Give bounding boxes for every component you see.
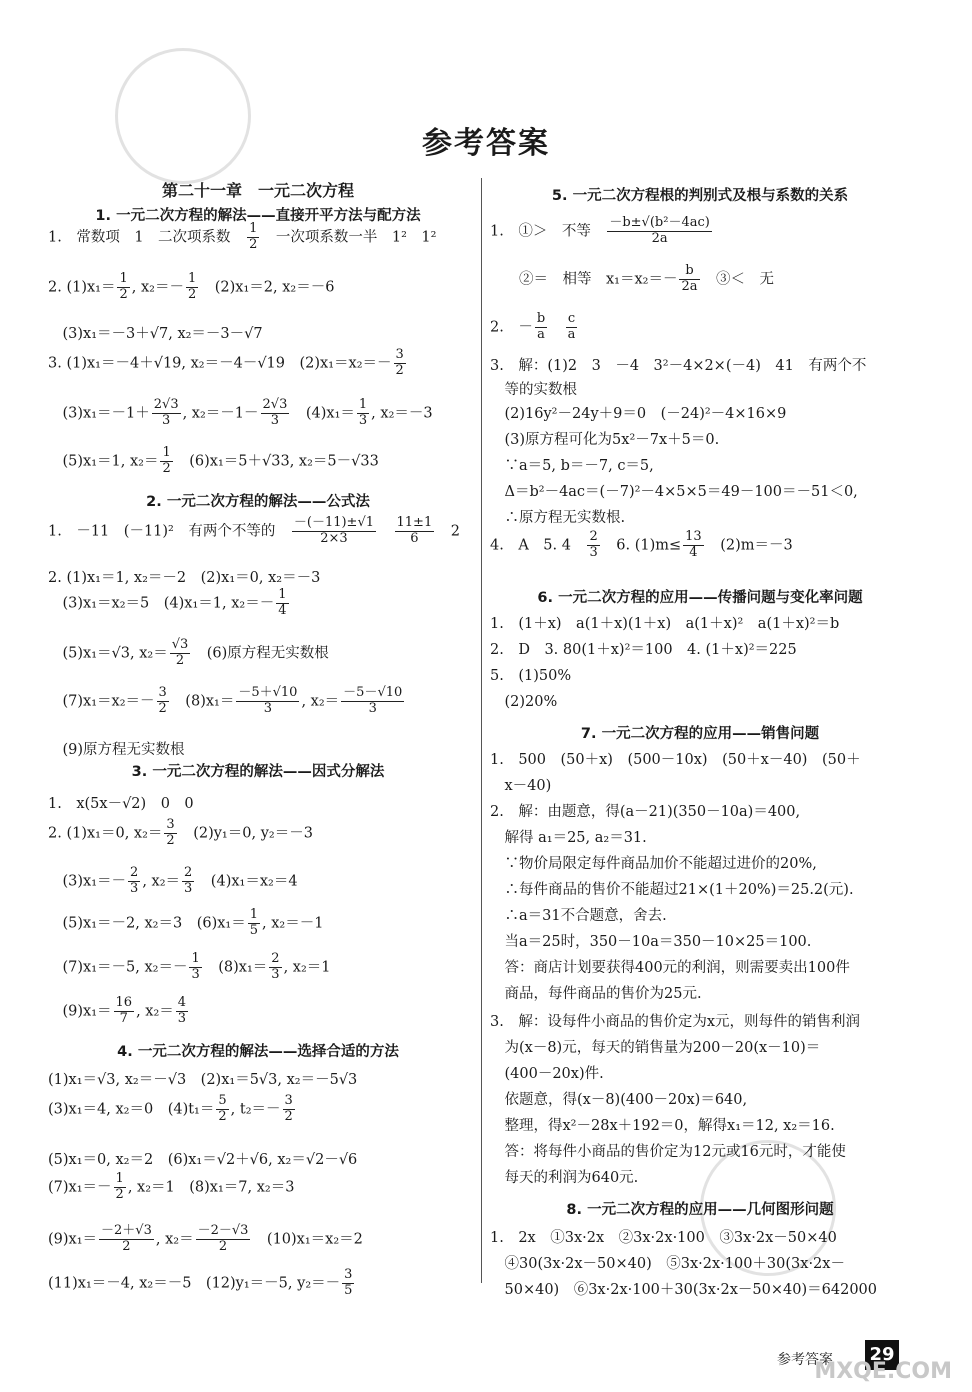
answer-text: (1)x₁＝√3, x₂＝－√3 (2)x₁＝5√3, x₂＝－5√3 — [48, 1072, 358, 1088]
answer-text: ②＝ 相等 x₁＝x₂＝－ — [490, 271, 678, 288]
answer-text: (8)x₁＝ — [170, 693, 235, 710]
answer-line — [490, 264, 910, 295]
fraction-denominator: 3 — [191, 966, 200, 982]
answer-text: (5)x₁＝0, x₂＝2 (6)x₁＝√2＋√6, x₂＝√2－√6 — [48, 1152, 358, 1168]
answer-text: 2. (1)x₁＝ — [48, 279, 116, 296]
fraction-denominator: 2×3 — [320, 530, 348, 546]
fraction — [683, 530, 704, 561]
answer-line — [490, 1252, 910, 1273]
answer-text — [378, 523, 393, 539]
answer-text: , x₂＝ — [142, 873, 181, 890]
fraction-numerator: 1 — [115, 1171, 124, 1186]
fraction — [236, 686, 299, 717]
fraction-denominator: 3 — [589, 544, 598, 560]
fraction-numerator: －b±√(b²－4ac) — [609, 215, 710, 230]
fraction-denominator: 2a — [651, 230, 668, 246]
answer-text: (5)x₁＝－2, x₂＝3 (6)x₁＝ — [48, 915, 246, 932]
answer-text: ∴每件商品的售价不能超过21×(1＋20%)＝25.2(元). — [490, 882, 854, 898]
fraction-denominator: a — [567, 326, 576, 342]
fraction — [679, 264, 699, 295]
fraction-numerator: 1 — [119, 271, 128, 286]
answer-text: , x₂＝ — [155, 1231, 194, 1248]
answer-line — [48, 516, 468, 547]
answer-text: (3)x₁＝4, x₂＝0 (4)t₁＝ — [48, 1101, 215, 1118]
fraction-denominator: 4 — [278, 602, 287, 618]
answer-line — [48, 398, 468, 429]
chapter-heading: 第二十一章 一元二次方程 — [161, 181, 354, 200]
answer-text: (6)原方程无实数根 — [192, 645, 329, 662]
answer-text: (8)x₁＝ — [203, 959, 268, 976]
answer-line — [48, 1268, 468, 1299]
answer-text: 2. (1)x₁＝1, x₂＝－2 (2)x₁＝0, x₂＝－3 — [48, 570, 321, 586]
fraction-numerator: 3 — [395, 347, 404, 362]
fraction-denominator: 2a — [681, 278, 698, 294]
fraction — [216, 1094, 228, 1125]
fraction-numerator: 2√3 — [262, 397, 288, 412]
fraction-denominator: 3 — [177, 1010, 187, 1026]
answer-text: , x₂＝ — [136, 1003, 174, 1020]
answer-text: ∵a＝5, b＝－7, c＝5, — [490, 458, 654, 474]
answer-line — [48, 952, 468, 983]
answer-line — [490, 1140, 910, 1161]
answer-text: (4)x₁＝x₂＝4 — [196, 873, 298, 890]
fraction-denominator: 3 — [358, 412, 368, 428]
answer-text: 解得 a₁＝25, a₂＝31. — [490, 830, 647, 846]
answer-text: , x₂＝－ — [131, 279, 184, 296]
fraction — [269, 952, 281, 983]
fraction-numerator: 5 — [218, 1093, 227, 1108]
fraction-numerator: 2 — [130, 865, 139, 880]
fraction — [394, 348, 406, 379]
fraction-numerator: 1 — [162, 445, 171, 460]
watermark: MXQE.COM — [814, 1359, 952, 1384]
fraction-denominator: 7 — [119, 1010, 128, 1026]
fraction — [114, 1172, 126, 1203]
fraction — [342, 1268, 354, 1299]
fraction-denominator: 2 — [175, 652, 185, 668]
answer-line — [48, 1224, 468, 1255]
answer-text: (2)16y²－24y＋9＝0 (－24)²－4×16×9 — [490, 406, 787, 422]
fraction — [395, 516, 435, 547]
answer-text: (3)x₁＝－1＋ — [48, 405, 150, 422]
answer-text: 1. 2x ①3x·2x ②3x·2x·100 ③3x·2x－50×40 — [490, 1230, 837, 1246]
answer-text: (2)20% — [490, 694, 558, 710]
fraction-numerator: －5－√10 — [343, 685, 403, 700]
footer-label: 参考答案 — [777, 1352, 833, 1368]
fraction-numerator: 1 — [187, 271, 197, 286]
answer-line — [490, 612, 910, 633]
fraction-denominator: a — [537, 326, 545, 342]
fraction-numerator: 3 — [158, 685, 167, 700]
answer-text: (9)x₁＝ — [48, 1003, 112, 1020]
fraction-denominator: 2 — [218, 1238, 228, 1254]
answer-line — [48, 638, 468, 669]
page-title: 参考答案 — [422, 126, 550, 161]
fraction — [566, 312, 578, 343]
answer-line — [490, 852, 910, 873]
answer-line — [48, 792, 468, 813]
answer-text: (400－20x)件. — [490, 1066, 604, 1082]
answer-line — [48, 908, 468, 939]
fraction-denominator: 4 — [689, 544, 698, 560]
answer-text: 3. 解：设每件小商品的售价定为x元，则每件的销售利润 — [490, 1014, 861, 1030]
answer-line — [490, 428, 910, 449]
answer-line — [490, 774, 910, 795]
fraction-numerator: 3 — [166, 817, 175, 832]
answer-line — [48, 1068, 468, 1089]
answer-line — [48, 686, 468, 717]
fraction-denominator: 3 — [368, 700, 377, 716]
fraction-denominator: 2 — [395, 362, 404, 378]
answer-text: 每天的利润为640元. — [490, 1170, 639, 1186]
answer-text: (3)x₁＝－ — [48, 873, 127, 890]
answer-text: ∴原方程无实数根. — [490, 510, 626, 526]
fraction-numerator: b — [679, 264, 699, 280]
answer-line — [490, 1036, 910, 1057]
fraction — [283, 1094, 295, 1125]
answer-text: , x₂＝1 (8)x₁＝7, x₂＝3 — [127, 1179, 295, 1196]
answer-text: , x₂＝－1－ — [182, 405, 259, 422]
answer-line — [48, 588, 468, 619]
answer-text: (3)原方程可化为5x²－7x＋5＝0. — [490, 432, 720, 448]
fraction-denominator: 3 — [263, 700, 273, 716]
answer-text: , t₂＝－ — [230, 1101, 281, 1118]
fraction-denominator: 2 — [284, 1108, 293, 1124]
answer-text: 1. (1＋x) a(1＋x)(1＋x) a(1＋x)² a(1＋x)²＝b — [490, 616, 840, 632]
section-heading: 2. 一元二次方程的解法——公式法 — [146, 494, 370, 510]
answer-line — [490, 1114, 910, 1135]
fraction — [164, 818, 176, 849]
fraction-numerator: 3 — [284, 1093, 293, 1108]
answer-line — [490, 904, 910, 925]
answer-line — [490, 480, 910, 501]
fraction-denominator: 2 — [119, 286, 128, 302]
answer-line — [48, 272, 468, 303]
fraction-denominator: 2 — [162, 460, 171, 476]
fraction-numerator: 1 — [191, 951, 200, 966]
section-heading: 5. 一元二次方程根的判别式及根与系数的关系 — [551, 188, 849, 204]
answer-text: (7)x₁＝－ — [48, 1179, 112, 1196]
answer-text: 1. x(5x－√2) 0 0 — [48, 796, 194, 812]
fraction-denominator: 2 — [166, 832, 175, 848]
answer-line — [48, 566, 468, 587]
answer-text: (3)x₁＝x₂＝5 (4)x₁＝1, x₂＝－ — [48, 595, 275, 612]
fraction-numerator: －(－11)±√1 — [293, 515, 375, 530]
fraction — [247, 222, 259, 253]
answer-line — [48, 222, 468, 253]
answer-line — [490, 402, 910, 423]
answer-text: Δ＝b²－4ac＝(－7)²－4×5×5＝49－100＝－51＜0, — [490, 484, 858, 500]
fraction-numerator: 2 — [589, 529, 598, 544]
answer-text: 3. (1)x₁＝－4＋√19, x₂＝－4－√19 (2)x₁＝x₂＝－ — [48, 355, 392, 372]
fraction — [114, 996, 135, 1027]
answer-line — [48, 1172, 468, 1203]
fraction-numerator: 2√3 — [153, 397, 179, 412]
answer-text: 一次项系数一半 1² 1² — [261, 229, 437, 246]
answer-text: 等的实数根 — [490, 382, 577, 398]
fraction-numerator: 1 — [249, 907, 258, 922]
fraction-numerator: 4 — [177, 995, 187, 1010]
fraction-denominator: 2 — [158, 700, 167, 716]
section-heading: 6. 一元二次方程的应用——传播问题与变化率问题 — [537, 590, 863, 606]
answer-text: 整理，得x²－28x＋192＝0，解得x₁＝12, x₂＝16. — [490, 1118, 835, 1134]
answer-line — [48, 738, 468, 759]
answer-line — [48, 1094, 468, 1125]
answer-line — [490, 638, 910, 659]
answer-text: 答：商店计划要获得400元的利润，则需要卖出100件 — [490, 960, 850, 976]
fraction-numerator: 1 — [249, 221, 258, 236]
answer-line — [48, 348, 468, 379]
answer-text: 2. 解：由题意，得(a－21)(350－10a)＝400, — [490, 804, 801, 820]
answer-text: (10)x₁＝x₂＝2 — [252, 1231, 363, 1248]
answer-text: (3)x₁＝－3＋√7, x₂＝－3－√7 — [48, 326, 263, 342]
column-divider — [481, 178, 482, 1283]
answer-line — [48, 818, 468, 849]
fraction-numerator: 2 — [184, 865, 193, 880]
answer-text: (6)x₁＝5＋√33, x₂＝5－√33 — [174, 453, 379, 470]
answer-line — [490, 982, 910, 1003]
answer-line — [48, 446, 468, 477]
fraction — [182, 866, 194, 897]
answer-text: ∵物价局限定每件商品加价不能超过进价的20%, — [490, 856, 817, 872]
answer-text: 1. －11 (－11)² 有两个不等的 — [48, 523, 290, 540]
fraction — [276, 588, 288, 619]
stamp-logo — [115, 48, 251, 184]
answer-text: 4. A 5. 4 — [490, 537, 586, 554]
fraction-denominator: 3 — [130, 880, 139, 896]
answer-line — [490, 1278, 910, 1299]
answer-line — [48, 866, 468, 897]
answer-text: (11)x₁＝－4, x₂＝－5 (12)y₁＝－5, y₂＝－ — [48, 1275, 341, 1292]
answer-line — [48, 1148, 468, 1169]
fraction-numerator: 13 — [685, 529, 702, 544]
answer-line — [490, 530, 910, 561]
answer-text: 2 — [436, 523, 460, 540]
answer-line — [490, 1062, 910, 1083]
answer-text: 答：将每件小商品的售价定为12元或16元时，才能使 — [490, 1144, 846, 1160]
fraction-denominator: 2 — [249, 236, 258, 252]
answer-text: (4)x₁＝ — [291, 405, 355, 422]
fraction-numerator: －5＋√10 — [238, 685, 298, 700]
fraction-denominator: 6 — [410, 530, 419, 546]
section-heading: 7. 一元二次方程的应用——销售问题 — [580, 726, 820, 742]
fraction-denominator: 3 — [271, 966, 280, 982]
answer-line — [490, 1166, 910, 1187]
section-heading: 3. 一元二次方程的解法——因式分解法 — [131, 764, 385, 780]
answer-text: (2)m＝－3 — [705, 537, 793, 554]
page-number: 29 — [865, 1340, 899, 1370]
answer-text: (9)x₁＝ — [48, 1231, 98, 1248]
fraction-denominator: 5 — [344, 1282, 353, 1298]
answer-text: 3. 解：(1)2 3 －4 3²－4×2×(－4) 41 有两个不 — [490, 358, 867, 374]
answer-text: 1. ①＞ 不等 — [490, 223, 606, 240]
fraction — [128, 866, 140, 897]
fraction — [99, 1224, 154, 1255]
answer-text: 当a＝25时，350－10a＝350－10×25＝100. — [490, 934, 812, 950]
answer-text: 6. (1)m≤ — [601, 537, 682, 554]
answer-text: (9)原方程无实数根 — [48, 742, 185, 758]
fraction — [292, 516, 376, 547]
answer-text: ④30(3x·2x－50×40) ⑤3x·2x·100＋30(3x·2x－ — [490, 1256, 845, 1272]
fraction — [186, 272, 198, 303]
fraction — [587, 530, 599, 561]
fraction-numerator: 16 — [115, 995, 133, 1010]
fraction-numerator: √3 — [171, 637, 189, 652]
fraction — [261, 398, 290, 429]
section-heading: 8. 一元二次方程的应用——几何图形问题 — [566, 1202, 834, 1218]
answer-line — [490, 664, 910, 685]
fraction-numerator: 1 — [278, 587, 287, 602]
answer-text: (7)x₁＝－5, x₂＝－ — [48, 959, 188, 976]
answer-line — [490, 506, 910, 527]
answer-text: , x₂＝－3 — [371, 405, 433, 422]
answer-line — [48, 996, 468, 1027]
fraction-numerator: －2＋√3 — [101, 1223, 152, 1238]
answer-line — [490, 1010, 910, 1031]
answer-line — [490, 312, 910, 343]
fraction — [152, 398, 181, 429]
answer-text: ∴a＝31不合题意，舍去. — [490, 908, 667, 924]
section-heading: 1. 一元二次方程的解法——直接开平方法与配方法 — [95, 208, 421, 224]
answer-line — [490, 354, 910, 375]
fraction — [341, 686, 404, 717]
fraction-denominator: 2 — [218, 1108, 227, 1124]
answer-line — [490, 748, 910, 769]
fraction — [176, 996, 188, 1027]
fraction-numerator: 3 — [344, 1267, 353, 1282]
answer-line — [490, 378, 910, 399]
fraction-numerator: b — [536, 311, 546, 326]
fraction — [117, 272, 129, 303]
answer-text: (2)y₁＝0, y₂＝－3 — [178, 825, 313, 842]
answer-text: 50×40) ⑥3x·2x·100＋30(3x·2x－50×40)＝642000 — [490, 1282, 877, 1298]
answer-line — [490, 826, 910, 847]
answer-text: 依题意，得(x－8)(400－20x)＝640, — [490, 1092, 748, 1108]
fraction-numerator: 11±1 — [396, 515, 433, 530]
answer-line — [48, 322, 468, 343]
fraction-numerator: c — [566, 312, 578, 328]
fraction — [157, 686, 169, 717]
answer-line — [490, 956, 910, 977]
answer-text: x－40) — [490, 778, 552, 794]
answer-line — [490, 930, 910, 951]
fraction-numerator: 1 — [358, 397, 368, 412]
fraction-denominator: 2 — [115, 1186, 124, 1202]
fraction — [170, 638, 191, 669]
answer-text: 5. (1)50% — [490, 668, 572, 684]
answer-text: 1. 500 (50＋x) (500－10x) (50＋x－40) (50＋ — [490, 752, 861, 768]
answer-line — [490, 1088, 910, 1109]
answer-text: (5)x₁＝√3, x₂＝ — [48, 645, 168, 662]
fraction — [189, 952, 201, 983]
answer-text: , x₂＝－1 — [262, 915, 324, 932]
fraction-denominator: 2 — [187, 286, 197, 302]
fraction-denominator: 5 — [249, 922, 258, 938]
answer-text: 1. 常数项 1 二次项系数 — [48, 229, 246, 246]
answer-line — [490, 690, 910, 711]
answer-line — [490, 1226, 910, 1247]
answer-text: 商品，每件商品的售价为25元. — [490, 986, 702, 1002]
answer-line — [490, 454, 910, 475]
fraction — [196, 1224, 251, 1255]
answer-text: (2)x₁＝2, x₂＝－6 — [200, 279, 335, 296]
answer-text — [549, 319, 564, 335]
fraction-denominator: 3 — [184, 880, 193, 896]
answer-text: 2. － — [490, 319, 533, 336]
answer-text: ③＜ 无 — [701, 271, 775, 288]
answer-text: (7)x₁＝x₂＝－ — [48, 693, 155, 710]
fraction-numerator: －2－√3 — [197, 1223, 249, 1238]
answer-text: 2. D 3. 80(1＋x)²＝100 4. (1＋x)²＝225 — [490, 642, 797, 658]
answer-text: (5)x₁＝1, x₂＝ — [48, 453, 159, 470]
fraction-denominator: 3 — [162, 412, 171, 428]
answer-line — [490, 216, 910, 247]
answer-line — [490, 800, 910, 821]
answer-line — [490, 878, 910, 899]
fraction-denominator: 3 — [270, 412, 280, 428]
answer-text: 2. (1)x₁＝0, x₂＝ — [48, 825, 163, 842]
answer-text: , x₂＝1 — [283, 959, 331, 976]
answer-text: 为(x－8)元，每天的销售量为200－20(x－10)＝ — [490, 1040, 821, 1056]
fraction — [607, 216, 711, 247]
fraction-denominator: 2 — [122, 1238, 131, 1254]
fraction — [535, 312, 547, 343]
fraction — [160, 446, 172, 477]
fraction — [357, 398, 369, 429]
fraction — [248, 908, 260, 939]
answer-text: , x₂＝ — [301, 693, 340, 710]
section-heading: 4. 一元二次方程的解法——选择合适的方法 — [117, 1044, 399, 1060]
fraction-numerator: 2 — [271, 951, 280, 966]
